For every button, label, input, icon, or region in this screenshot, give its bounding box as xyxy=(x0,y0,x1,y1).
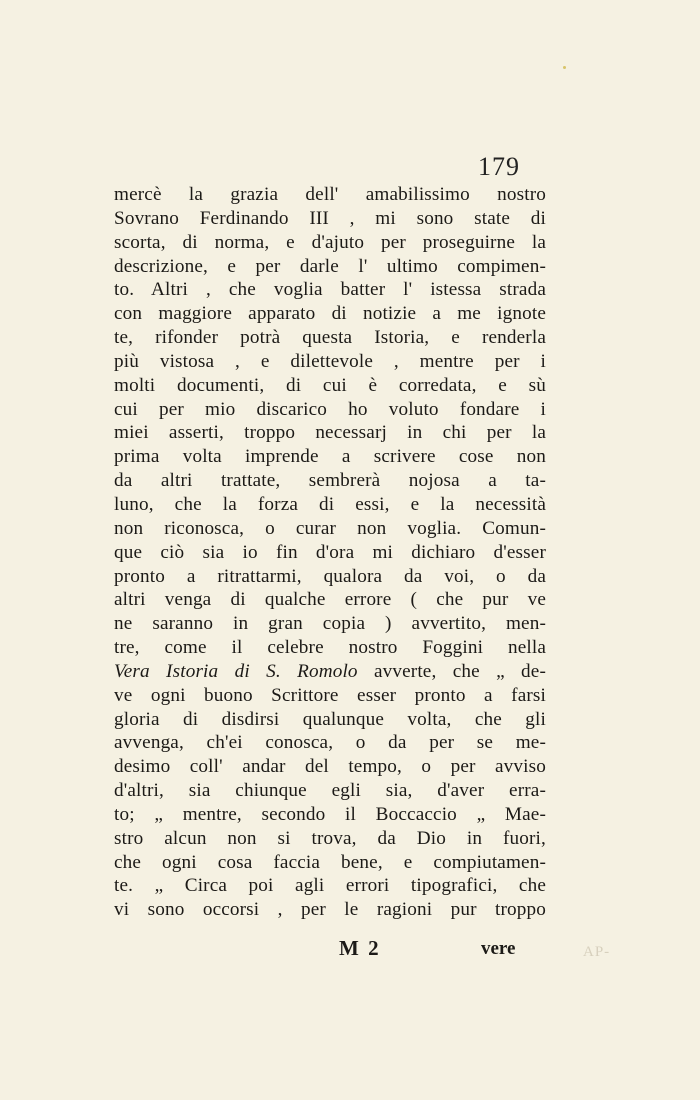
text-line: Sovrano Ferdinando III , mi sono state di xyxy=(114,207,546,229)
text-line: avvenga, ch'ei conosca, o da per se me- xyxy=(114,732,546,754)
text-line: stro alcun non si trova, da Dio in fuori, xyxy=(114,827,546,849)
body-text xyxy=(114,183,546,922)
text-line: più vistosa , e dilettevole , mentre per i xyxy=(114,350,546,372)
text-line: te. „ Circa poi agli errori tipografici, che xyxy=(114,875,546,897)
text-line: cui per mio discarico ho voluto fondare i xyxy=(114,398,546,420)
text-line: descrizione, e per darle l' ultimo compimen- xyxy=(114,255,546,277)
text-line: che ogni cosa faccia bene, e compiutamen- xyxy=(114,851,546,873)
text-line: ve ogni buono Scrittore esser pronto a farsi xyxy=(114,684,546,706)
text-line: to; „ mentre, secondo il Boccaccio „ Mae- xyxy=(114,803,546,825)
text-line: desimo coll' andar del tempo, o per avviso xyxy=(114,756,546,778)
text-line: scorta, di norma, e d'ajuto per proseguirne la xyxy=(114,231,546,253)
line-rest: avverte, che „ de- xyxy=(357,660,546,682)
signature-mark: M 2 xyxy=(339,936,381,960)
text-line: te, rifonder potrà questa Istoria, e renderla xyxy=(114,327,546,349)
text-line: miei asserti, troppo necessarj in chi per la xyxy=(114,422,546,444)
text-line: da altri trattate, sembrerà nojosa a ta- xyxy=(114,470,546,492)
text-line xyxy=(114,660,546,684)
text-line: tre, come il celebre nostro Foggini nella xyxy=(114,637,546,659)
text-line: molti documenti, di cui è corredata, e sù xyxy=(114,374,546,396)
text-line: ne saranno in gran copia ) avvertito, men- xyxy=(114,613,546,635)
text-line: prima volta imprende a scrivere cose non xyxy=(114,446,546,468)
text-line: pronto a ritrattarmi, qualora da voi, o da xyxy=(114,565,546,587)
text-line: con maggiore apparato di notizie a me ignote xyxy=(114,303,546,325)
text-line: que ciò sia io fin d'ora mi dichiaro d'esser xyxy=(114,541,546,563)
catchword: vere xyxy=(481,938,516,959)
text-line: to. Altri , che voglia batter l' istessa strada xyxy=(114,279,546,301)
text-line: luno, che la forza di essi, e la necessità xyxy=(114,493,546,515)
text-line: altri venga di qualche errore ( che pur ve xyxy=(114,589,546,611)
paper-speck xyxy=(563,66,566,69)
text-line: d'altri, sia chiunque egli sia, d'aver erra- xyxy=(114,780,546,802)
text-line: gloria di disdirsi qualunque volta, che gli xyxy=(114,708,546,730)
bleed-through-text: AP- xyxy=(583,944,611,960)
text-line: vi sono occorsi , per le ragioni pur troppo xyxy=(114,899,546,921)
text-line: non riconosca, o curar non voglia. Comun- xyxy=(114,517,546,539)
italic-title: Vera Istoria di S. Romolo xyxy=(114,660,358,682)
page-number: 179 xyxy=(478,152,520,181)
text-line: mercè la grazia dell' amabilissimo nostro xyxy=(114,184,546,205)
